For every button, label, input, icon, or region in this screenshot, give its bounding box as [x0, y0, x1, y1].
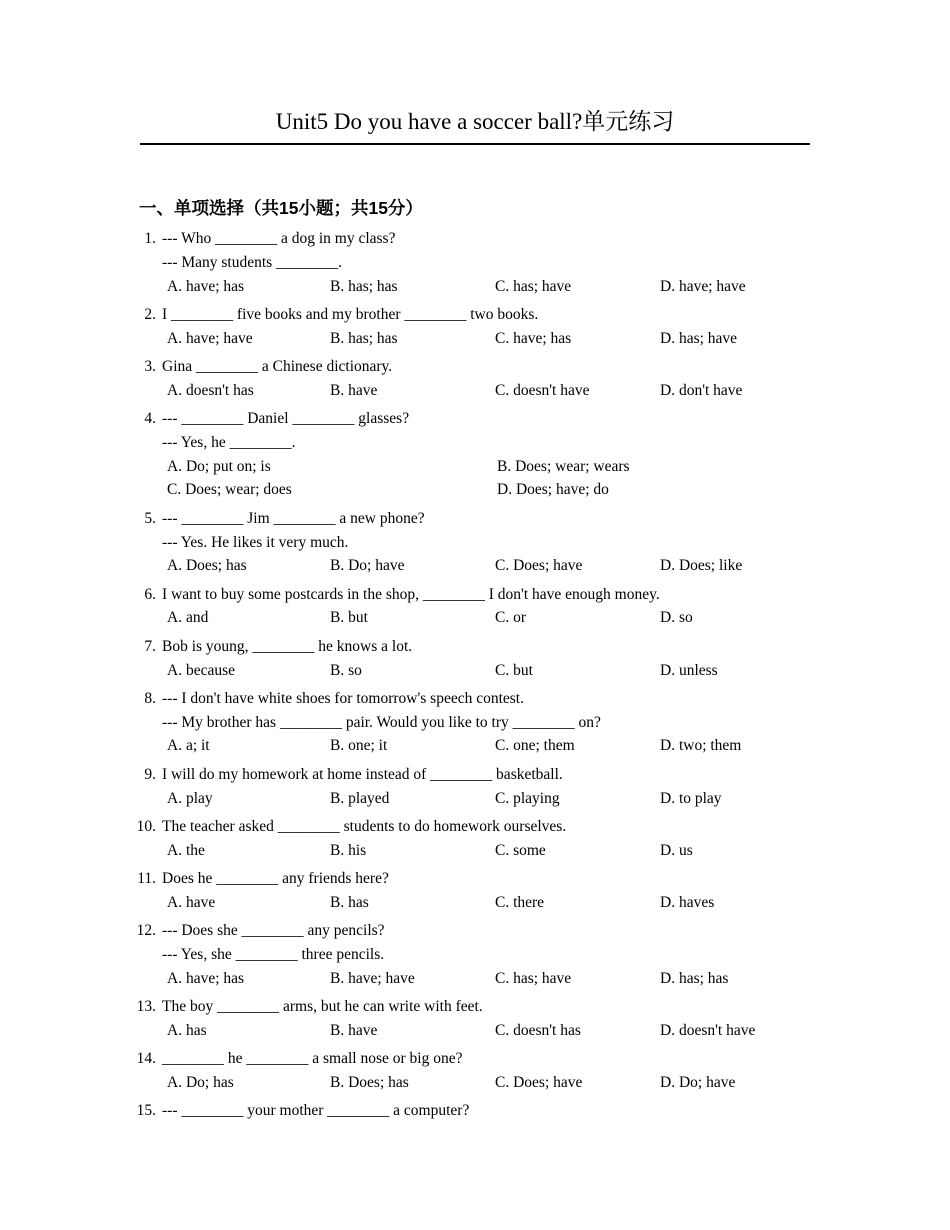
- question-line: [0, 355, 950, 379]
- option: B. has; has: [330, 277, 398, 295]
- options-row: [0, 734, 950, 758]
- options-row: [0, 1071, 950, 1095]
- question: [0, 867, 950, 915]
- option: D. doesn't have: [660, 1021, 756, 1039]
- option: A. doesn't has: [167, 381, 254, 399]
- question-line: [0, 407, 950, 431]
- options-row: [0, 275, 950, 299]
- question-line: [0, 1047, 950, 1071]
- question: [0, 355, 950, 403]
- option: A. a; it: [167, 737, 210, 755]
- question: [0, 1047, 950, 1095]
- question-line: [0, 687, 950, 711]
- option: B. have: [330, 381, 378, 399]
- option: A. the: [167, 841, 205, 859]
- question-line: [0, 1099, 950, 1123]
- question-text: --- Yes, he ________.: [162, 433, 296, 451]
- question-number: 12.: [136, 922, 156, 940]
- option: C. Does; have: [495, 1073, 583, 1091]
- option: D. have; have: [660, 277, 746, 295]
- question-number: 1.: [144, 230, 156, 247]
- section-heading: 一、单项选择（共15小题；共15分）: [139, 198, 423, 218]
- options-row: [0, 967, 950, 991]
- option: B. has; has: [330, 329, 398, 347]
- option: C. or: [495, 609, 526, 627]
- question-text: --- My brother has ________ pair. Would you like to try ________ on?: [162, 713, 601, 731]
- question-number: 2.: [144, 305, 156, 323]
- question: [0, 303, 950, 351]
- question-line: [0, 919, 950, 943]
- question: [0, 995, 950, 1043]
- question-line: [0, 251, 950, 275]
- option: D. don't have: [660, 381, 743, 399]
- question-line: [0, 763, 950, 787]
- question-text: Bob is young, ________ he knows a lot.: [162, 637, 413, 655]
- option: B. his: [330, 841, 367, 859]
- question-number: 9.: [144, 765, 156, 783]
- option: B. Does; has: [330, 1073, 409, 1091]
- question-text: --- I don't have white shoes for tomorrow's speech contest.: [162, 689, 524, 707]
- options-row: [0, 379, 950, 403]
- options-row: [0, 839, 950, 863]
- question-text: I want to buy some postcards in the shop, ________ I don't have enough money.: [162, 585, 660, 603]
- question: [0, 507, 950, 578]
- question-number: 13.: [136, 997, 156, 1015]
- options-row: [0, 1019, 950, 1043]
- option: C. have; has: [495, 329, 572, 347]
- question: [0, 227, 950, 298]
- question-line: [0, 583, 950, 607]
- question: [0, 815, 950, 863]
- question-line: [0, 303, 950, 327]
- questions-list: [0, 227, 950, 1127]
- option: A. play: [167, 789, 213, 807]
- question-number: 15.: [136, 1102, 156, 1120]
- question-line: [0, 943, 950, 967]
- question-line: [0, 227, 950, 251]
- question-line: [0, 635, 950, 659]
- question-text: --- ________ your mother ________ a computer?: [162, 1102, 470, 1120]
- question: [0, 919, 950, 990]
- title-underline: [140, 143, 810, 145]
- question-line: [0, 531, 950, 555]
- question: [0, 635, 950, 683]
- option: D. Does; have; do: [497, 481, 609, 499]
- question-text: Gina ________ a Chinese dictionary.: [162, 357, 393, 375]
- option: B. so: [330, 661, 362, 679]
- question-number: 3.: [144, 357, 156, 375]
- option: D. us: [660, 841, 693, 859]
- option: B. has: [330, 893, 369, 911]
- question-number: 7.: [144, 637, 156, 655]
- question-text: --- ________ Daniel ________ glasses?: [162, 410, 410, 428]
- question-text: I ________ five books and my brother ________ two books.: [162, 305, 539, 323]
- option: C. Does; have: [495, 557, 583, 575]
- option: D. Does; like: [660, 557, 743, 575]
- question-line: [0, 431, 950, 455]
- options-row: [0, 478, 950, 502]
- question-line: [0, 711, 950, 735]
- question: [0, 407, 950, 502]
- option: A. Do; has: [167, 1073, 234, 1091]
- option: B. Does; wear; wears: [497, 457, 630, 475]
- option: A. have; have: [167, 329, 253, 347]
- option: A. and: [167, 609, 209, 627]
- option: B. Do; have: [330, 557, 405, 575]
- option: C. has; have: [495, 969, 572, 987]
- question: [0, 763, 950, 811]
- question-number: 8.: [144, 689, 156, 707]
- option: B. have; have: [330, 969, 415, 987]
- option: C. but: [495, 661, 533, 679]
- question-line: [0, 815, 950, 839]
- options-row: [0, 787, 950, 811]
- option: B. but: [330, 609, 368, 627]
- option: C. Does; wear; does: [167, 481, 292, 499]
- options-row: [0, 455, 950, 479]
- question-text: --- ________ Jim ________ a new phone?: [162, 509, 425, 527]
- question-text: The teacher asked ________ students to do homework ourselves.: [162, 817, 567, 835]
- option: A. because: [167, 661, 235, 679]
- option: A. Does; has: [167, 557, 247, 575]
- options-row: [0, 554, 950, 578]
- question-text: The boy ________ arms, but he can write with feet.: [162, 997, 483, 1015]
- option: C. one; them: [495, 737, 575, 755]
- option: D. has; has: [660, 969, 729, 987]
- options-row: [0, 659, 950, 683]
- question-number: 5.: [144, 509, 156, 527]
- question-line: [0, 995, 950, 1019]
- options-row: [0, 606, 950, 630]
- option: C. has; have: [495, 277, 572, 295]
- question-text: --- Yes, she ________ three pencils.: [162, 945, 385, 963]
- option: A. have; has: [167, 277, 245, 295]
- option: A. have: [167, 893, 216, 911]
- option: C. playing: [495, 789, 560, 807]
- question-text: --- Yes. He likes it very much.: [162, 533, 349, 551]
- question-line: [0, 507, 950, 531]
- question: [0, 583, 950, 631]
- question-text: I will do my homework at home instead of ________ basketball.: [162, 765, 563, 783]
- question: [0, 687, 950, 758]
- option: A. Do; put on; is: [167, 457, 271, 475]
- option: D. unless: [660, 661, 718, 679]
- question: [0, 1099, 950, 1123]
- option: B. have: [330, 1021, 378, 1039]
- option: C. doesn't has: [495, 1021, 581, 1039]
- option: D. Do; have: [660, 1073, 736, 1091]
- option: B. one; it: [330, 737, 388, 755]
- question-text: --- Does she ________ any pencils?: [162, 922, 385, 940]
- option: D. has; have: [660, 329, 738, 347]
- question-number: 4.: [144, 410, 156, 428]
- question-line: [0, 867, 950, 891]
- option: D. so: [660, 609, 693, 627]
- question-text: Does he ________ any friends here?: [162, 869, 389, 887]
- question-number: 10.: [136, 817, 156, 835]
- option: A. has: [167, 1021, 207, 1039]
- option: A. have; has: [167, 969, 245, 987]
- option: C. doesn't have: [495, 381, 590, 399]
- page-title: Unit5 Do you have a soccer ball?单元练习: [275, 109, 675, 134]
- question-text: --- Many students ________.: [162, 253, 342, 271]
- question-number: 14.: [136, 1050, 156, 1067]
- option: C. there: [495, 893, 545, 911]
- options-row: [0, 327, 950, 351]
- question-number: 6.: [144, 585, 156, 603]
- option: C. some: [495, 841, 546, 859]
- option: D. to play: [660, 789, 722, 807]
- options-row: [0, 891, 950, 915]
- question-number: 11.: [137, 869, 156, 887]
- option: D. two; them: [660, 737, 742, 755]
- question-text: --- Who ________ a dog in my class?: [162, 230, 396, 247]
- option: B. played: [330, 789, 390, 807]
- question-text: ________ he ________ a small nose or big one?: [162, 1050, 463, 1067]
- option: D. haves: [660, 893, 715, 911]
